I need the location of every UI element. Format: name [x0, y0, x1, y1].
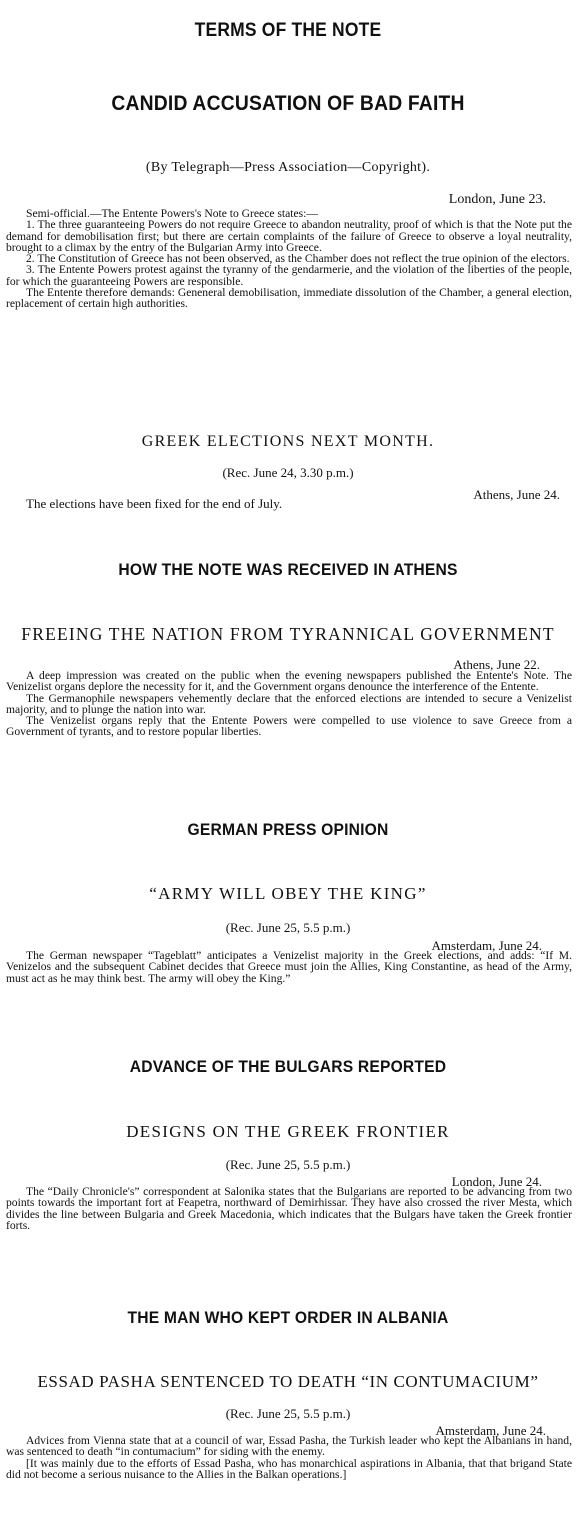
subhead-essad-pasha-sentenced: ESSAD PASHA SENTENCED TO DEATH “IN CONTUMACIUM” — [37, 1372, 539, 1391]
dateline-london-june-24: London, June 24. — [451, 1174, 542, 1189]
paragraph: The Entente therefore demands: Geneneral demobilisation, immediate dissolution of the Chamber, a general election, replacement of certain high authorities. — [6, 286, 572, 311]
copyright-credit: (By Telegraph—Press Association—Copyright). — [145, 160, 431, 175]
paragraph: 2. The Constitution of Greece has not been observed, as the Chamber does not reflect the true opinion of the electors. — [26, 252, 570, 266]
article-entente-note — [6, 208, 572, 310]
dateline-athens-june-22: Athens, June 22. — [453, 657, 540, 672]
article-athens-reaction — [6, 670, 572, 738]
paragraph: The German newspaper “Tageblatt” anticipates a Venizelist majority in the Greek elections, and adds: “If M. Venizelos and the subsequent Cabinet decides that Greece must join the Allies, King Constantine, as head of the Army, must act as he may think best. The army will obey the King.” — [6, 949, 572, 985]
paragraph: 3. The Entente Powers protest against the tyranny of the gendarmerie, and the violation of the liberties of the people, for which the guaranteeing Powers are responsible. — [6, 263, 572, 288]
received-time: (Rec. June 25, 5.5 p.m.) — [225, 920, 351, 935]
headline-greek-elections: GREEK ELECTIONS NEXT MONTH. — [141, 433, 435, 450]
paragraph: A deep impression was created on the public when the evening newspapers published the Entente's Note. The Venizelist organs deplore the necessity for it, and the Government organs denounce the interference of the Entente. — [6, 669, 572, 694]
paragraph: 1. The three guaranteeing Powers do not require Greece to abandon neutrality, proof of which is that the Note put the demand for demobilisation first; but there are certain complaints of the failure of Greece to observe a loyal neutrality, brought to a climax by the entry of the Bulgarian Army into Greece. — [6, 218, 572, 254]
dateline-london-june-23: London, June 23. — [448, 192, 546, 207]
article-elections — [6, 498, 572, 509]
article-essad-pasha — [6, 1435, 572, 1480]
headline-man-who-kept-order: THE MAN WHO KEPT ORDER IN ALBANIA — [127, 1308, 449, 1327]
paragraph: Semi-official.—The Entente Powers's Note to Greece states:— — [26, 207, 318, 220]
headline-terms-of-the-note: TERMS OF THE NOTE — [194, 20, 382, 41]
paragraph: The elections have been fixed for the end of July. — [26, 496, 283, 511]
paragraph: [It was mainly due to the efforts of Essad Pasha, who has monarchical aspirations in Albania, that that brigand State did not become a serious nuisance to the Allies in the Balkan operations.] — [6, 1456, 572, 1481]
paragraph: The Germanophile newspapers vehemently declare that the enforced elections are intended to secure a Venizelist majority, and to plunge the nation into war. — [6, 691, 572, 716]
article-bulgar-advance — [6, 1186, 572, 1231]
subhead-candid-accusation: CANDID ACCUSATION OF BAD FAITH — [111, 92, 465, 115]
received-time: (Rec. June 24, 3.30 p.m.) — [222, 465, 354, 480]
headline-note-received-athens: HOW THE NOTE WAS RECEIVED IN ATHENS — [118, 560, 458, 579]
dateline-amsterdam-june-24: Amsterdam, June 24. — [435, 1423, 546, 1438]
dateline-athens-june-24: Athens, June 24. — [473, 487, 560, 502]
headline-advance-of-bulgars: ADVANCE OF THE BULGARS REPORTED — [129, 1057, 447, 1076]
dateline-amsterdam-june-24: Amsterdam, June 24. — [431, 938, 542, 953]
paragraph: Advices from Vienna state that at a council of war, Essad Pasha, the Turkish leader who kept the Albanians in hand, was sentenced to death “in contumacium” for siding with the enemy. — [6, 1434, 572, 1459]
subhead-freeing-the-nation: FREEING THE NATION FROM TYRANNICAL GOVERNMENT — [21, 624, 555, 644]
received-time: (Rec. June 25, 5.5 p.m.) — [225, 1157, 351, 1172]
paragraph: The “Daily Chronicle's” correspondent at Salonika states that the Bulgarians are reported to be advancing from two points towards the important fort at Feapetra, northward of Demirhissar. They have also crossed the river Mesta, which divides the line between Bulgaria and Greek Macedonia, which indicates that the Bulgars have taken the Greek frontier forts. — [6, 1185, 572, 1232]
received-time: (Rec. June 25, 5.5 p.m.) — [225, 1406, 351, 1421]
headline-german-press-opinion: GERMAN PRESS OPINION — [187, 820, 389, 839]
article-tageblatt — [6, 950, 572, 984]
paragraph: The Venizelist organs reply that the Entente Powers were compelled to use violence to save Greece from a Government of tyrants, and to restore popular liberties. — [6, 714, 572, 739]
subhead-designs-on-frontier: DESIGNS ON THE GREEK FRONTIER — [126, 1122, 450, 1141]
subhead-army-will-obey: “ARMY WILL OBEY THE KING” — [149, 884, 427, 903]
